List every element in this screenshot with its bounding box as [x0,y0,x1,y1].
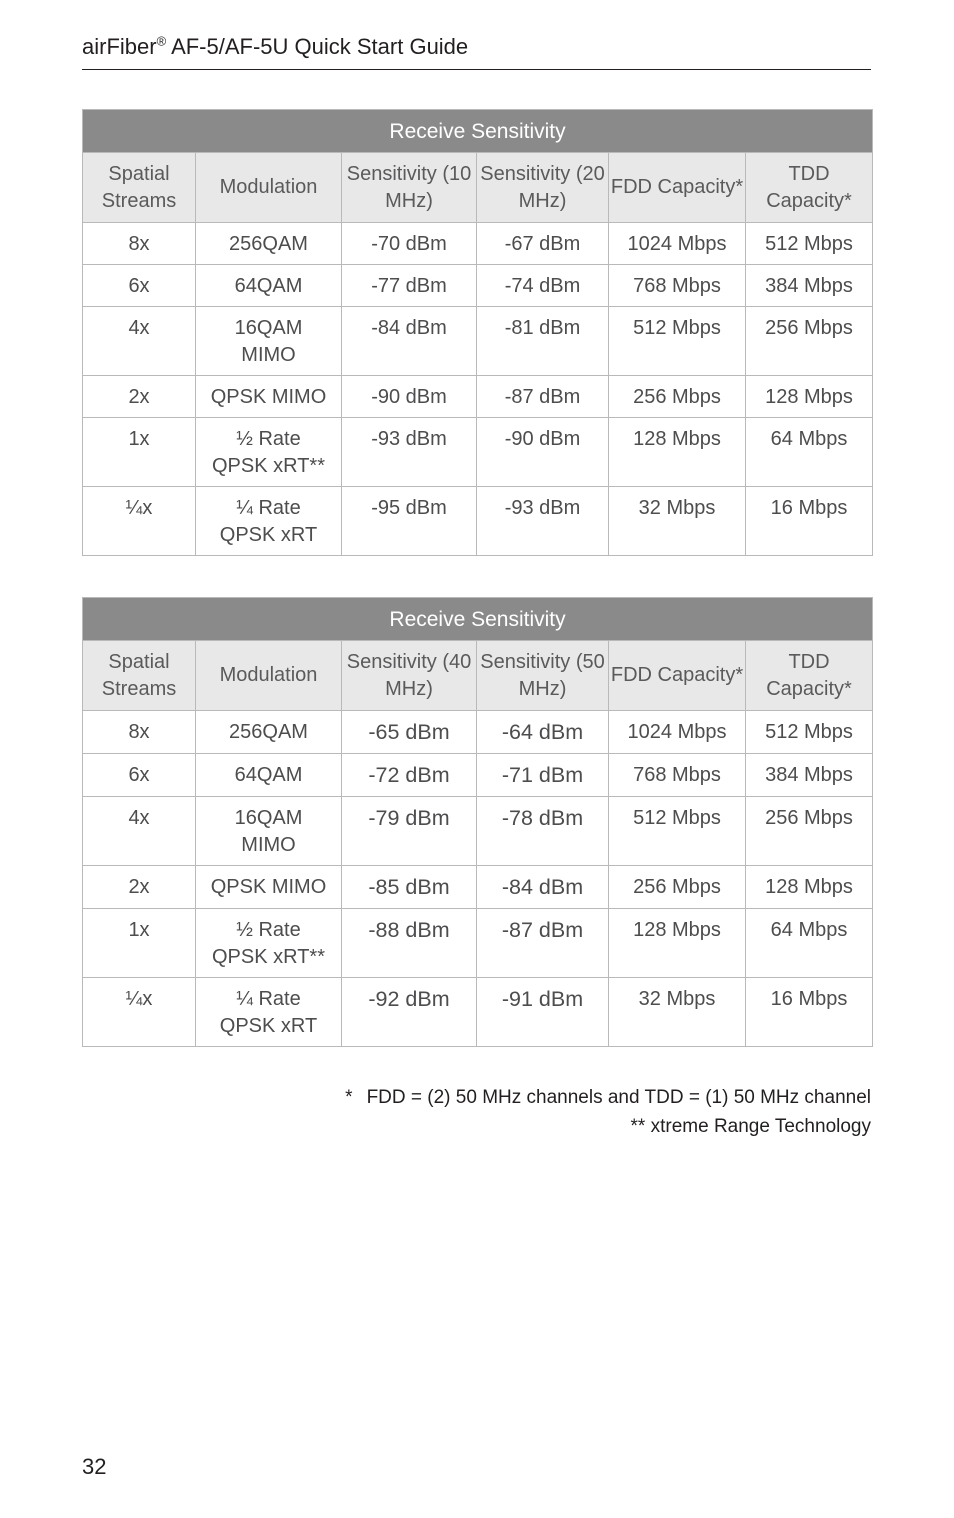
column-header: Sensitivity (20 MHz) [477,153,609,223]
table-cell: -81 dBm [477,307,609,376]
footnote-fdd-tdd [345,1083,871,1112]
table-cell: -79 dBm [342,797,477,866]
table-cell: 16 Mbps [746,487,873,556]
table-cell: 2x [83,866,196,909]
table-cell: 64 Mbps [746,418,873,487]
table-cell: -64 dBm [477,711,609,754]
table-row [83,223,873,265]
table-cell: QPSK MIMO [196,376,342,418]
table-cell: -91 dBm [477,978,609,1047]
table-row [83,307,873,376]
header-title: AF-5/AF-5U Quick Start Guide [166,34,469,59]
footnote-text: FDD = (2) 50 MHz channels and TDD = (1) 50 MHz channel [366,1087,871,1108]
table-cell: -90 dBm [477,418,609,487]
table-row [83,418,873,487]
table-title: Receive Sensitivity [83,110,873,153]
table-row [83,376,873,418]
table-cell: 256 Mbps [609,376,746,418]
table-cell: 6x [83,754,196,797]
table-row [83,265,873,307]
column-header: Spatial Streams [83,641,196,711]
table-cell: -70 dBm [342,223,477,265]
table-cell: ½ Rate QPSK xRT** [196,418,342,487]
footnotes [345,1083,871,1141]
table-cell: -67 dBm [477,223,609,265]
column-header-row [83,641,873,711]
table-cell: 512 Mbps [746,711,873,754]
table-cell: 768 Mbps [609,265,746,307]
receive-sensitivity-table-40-50mhz [82,597,873,1047]
table-cell: -71 dBm [477,754,609,797]
table-cell: 8x [83,711,196,754]
column-header: Sensitivity (40 MHz) [342,641,477,711]
table-cell: 256QAM [196,711,342,754]
table-cell: 16QAM MIMO [196,797,342,866]
table-cell: -90 dBm [342,376,477,418]
column-header: Modulation [196,153,342,223]
table-cell: -92 dBm [342,978,477,1047]
table-cell: 512 Mbps [609,307,746,376]
table-cell: 1x [83,418,196,487]
table-cell: -78 dBm [477,797,609,866]
column-header: Spatial Streams [83,153,196,223]
table-row [83,487,873,556]
footnote-marker: * [345,1087,353,1108]
table-cell: 64QAM [196,265,342,307]
table-cell: -77 dBm [342,265,477,307]
table-cell: -65 dBm [342,711,477,754]
table-cell: 384 Mbps [746,265,873,307]
table-cell: -84 dBm [342,307,477,376]
table-cell: 32 Mbps [609,978,746,1047]
table-cell: ½ Rate QPSK xRT** [196,909,342,978]
table-cell: ¼ Rate QPSK xRT [196,978,342,1047]
column-header: TDD Capacity* [746,153,873,223]
table-cell: -87 dBm [477,376,609,418]
table-cell: 32 Mbps [609,487,746,556]
table-cell: 768 Mbps [609,754,746,797]
column-header-row [83,153,873,223]
column-header: TDD Capacity* [746,641,873,711]
table-row [83,866,873,909]
table-cell: -93 dBm [342,418,477,487]
table-cell: -95 dBm [342,487,477,556]
table-cell: -87 dBm [477,909,609,978]
table-cell: 4x [83,797,196,866]
registered-mark: ® [156,33,167,49]
table-cell: 256QAM [196,223,342,265]
table-title: Receive Sensitivity [83,598,873,641]
table-cell: 256 Mbps [746,307,873,376]
table-row [83,797,873,866]
table-cell: 1x [83,909,196,978]
table-cell: 128 Mbps [746,376,873,418]
table-row [83,909,873,978]
table-cell: 128 Mbps [609,909,746,978]
page-number: 32 [82,1454,107,1479]
table-cell: 8x [83,223,196,265]
table-cell: 256 Mbps [609,866,746,909]
table-row [83,978,873,1047]
table-cell: -93 dBm [477,487,609,556]
table-cell: -74 dBm [477,265,609,307]
table-cell: 2x [83,376,196,418]
table-cell: -84 dBm [477,866,609,909]
column-header: Sensitivity (50 MHz) [477,641,609,711]
table-cell: 16 Mbps [746,978,873,1047]
table-cell: ¼x [83,487,196,556]
table-cell: 64 Mbps [746,909,873,978]
table-cell: -72 dBm [342,754,477,797]
header-brand: airFiber [82,34,157,59]
table-cell: 384 Mbps [746,754,873,797]
table-cell: 16QAM MIMO [196,307,342,376]
table-cell: 128 Mbps [609,418,746,487]
table-cell: 6x [83,265,196,307]
table-cell: ¼ Rate QPSK xRT [196,487,342,556]
column-header: FDD Capacity* [609,153,746,223]
table-cell: 1024 Mbps [609,223,746,265]
table-cell: 128 Mbps [746,866,873,909]
table-cell: ¼x [83,978,196,1047]
table-cell: QPSK MIMO [196,866,342,909]
table-cell: 512 Mbps [746,223,873,265]
table-cell: 4x [83,307,196,376]
table-cell: 256 Mbps [746,797,873,866]
receive-sensitivity-table-10-20mhz [82,109,873,556]
table-cell: 1024 Mbps [609,711,746,754]
running-header [82,34,871,70]
footnote-xrt: ** xtreme Range Technology [630,1116,871,1137]
table-cell: 512 Mbps [609,797,746,866]
table-row [83,711,873,754]
table-cell: 64QAM [196,754,342,797]
column-header: Sensitivity (10 MHz) [342,153,477,223]
table-cell: -88 dBm [342,909,477,978]
table-row [83,754,873,797]
column-header: FDD Capacity* [609,641,746,711]
column-header: Modulation [196,641,342,711]
table-cell: -85 dBm [342,866,477,909]
